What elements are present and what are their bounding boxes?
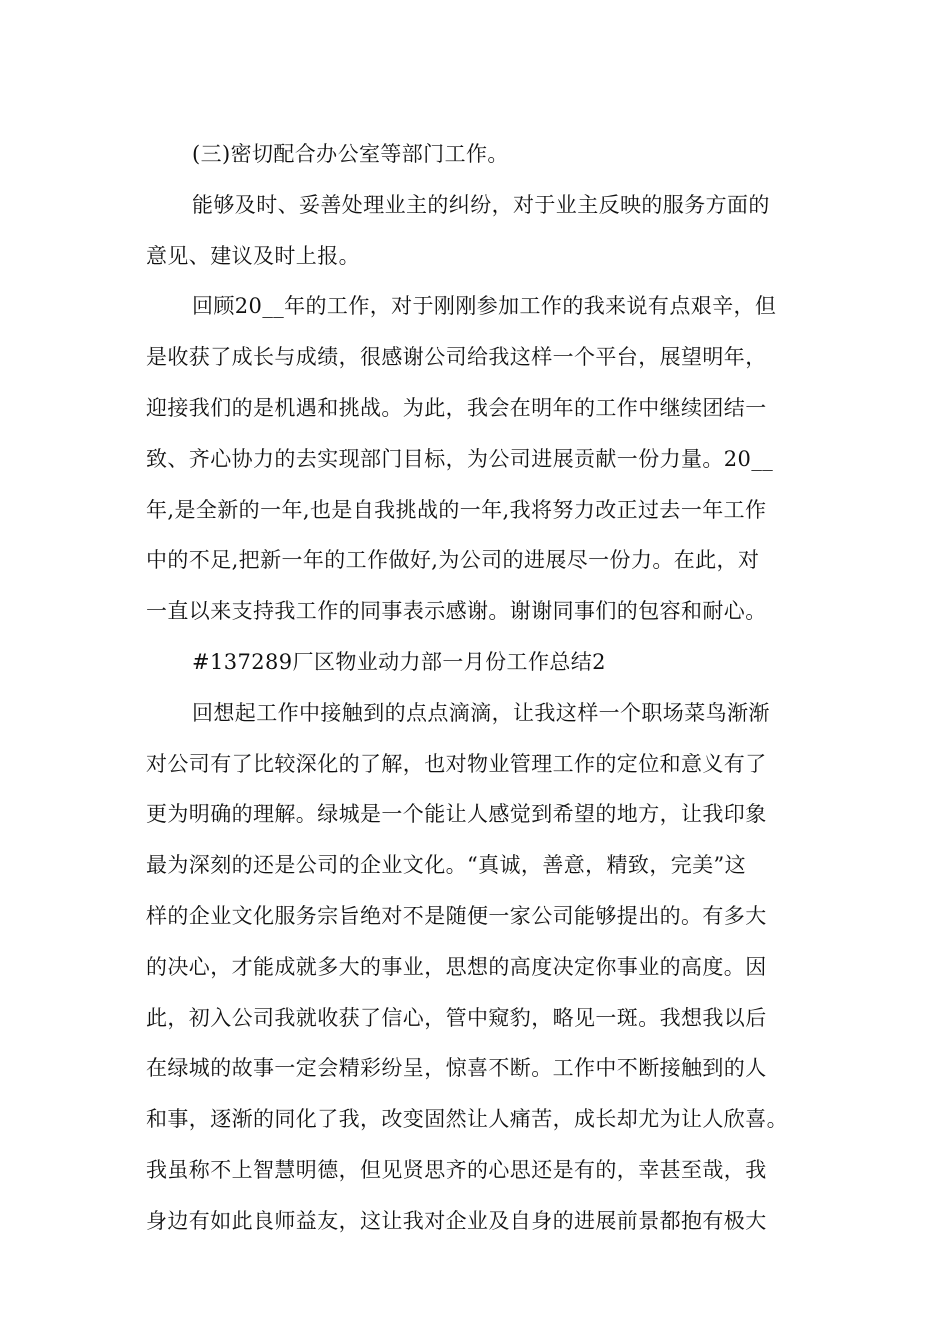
text-line: 样的企业文化服务宗旨绝对不是随便一家公司能够提出的。有多大 [146, 904, 767, 928]
text-line: 更为明确的理解。绿城是一个能让人感觉到希望的地方，让我印象 [146, 802, 767, 826]
text-line: 在绿城的故事一定会精彩纷呈，惊喜不断。工作中不断接触到的人 [146, 1056, 767, 1080]
text-line: 和事，逐渐的同化了我，改变固然让人痛苦，成长却尤为让人欣喜。 [146, 1107, 788, 1131]
text-line: 此，初入公司我就收获了信心，管中窥豹，略见一斑。我想我以后 [146, 1006, 767, 1030]
text-line: (三)密切配合办公室等部门工作。 [192, 142, 509, 166]
text-line: 是收获了成长与成绩，很感谢公司给我这样一个平台，展望明年， [146, 345, 767, 369]
text-line: 能够及时、妥善处理业主的纠纷，对于业主反映的服务方面的 [192, 193, 770, 217]
text-line: 对公司有了比较深化的了解，也对物业管理工作的定位和意义有了 [146, 752, 767, 776]
text-line: 一直以来支持我工作的同事表示感谢。谢谢同事们的包容和耐心。 [146, 599, 767, 623]
text-line: 回顾20__年的工作，对于刚刚参加工作的我来说有点艰辛，但 [192, 294, 777, 318]
text-line: 意见、建议及时上报。 [146, 244, 360, 268]
text-line: 年,是全新的一年,也是自我挑战的一年,我将努力改正过去一年工作 [146, 498, 767, 522]
text-line: 迎接我们的是机遇和挑战。为此，我会在明年的工作中继续团结一 [146, 396, 767, 420]
text-line: 回想起工作中接触到的点点滴滴，让我这样一个职场菜鸟渐渐 [192, 701, 770, 725]
text-line: 身边有如此良师益友，这让我对企业及自身的进展前景都抱有极大 [146, 1209, 767, 1233]
text-line: 的决心，才能成就多大的事业，思想的高度决定你事业的高度。因 [146, 955, 767, 979]
text-line: 最为深刻的还是公司的企业文化。“真诚，善意，精致，完美”这 [146, 853, 747, 877]
text-line: 致、齐心协力的去实现部门目标，为公司进展贡献一份力量。20__ [146, 447, 774, 471]
text-line: 中的不足,把新一年的工作做好,为公司的进展尽一份力。在此，对 [146, 548, 760, 572]
text-line: 我虽称不上智慧明德，但见贤思齐的心思还是有的，幸甚至哉，我 [146, 1158, 767, 1182]
section-heading: #137289厂区物业动力部一月份工作总结2 [192, 650, 606, 674]
